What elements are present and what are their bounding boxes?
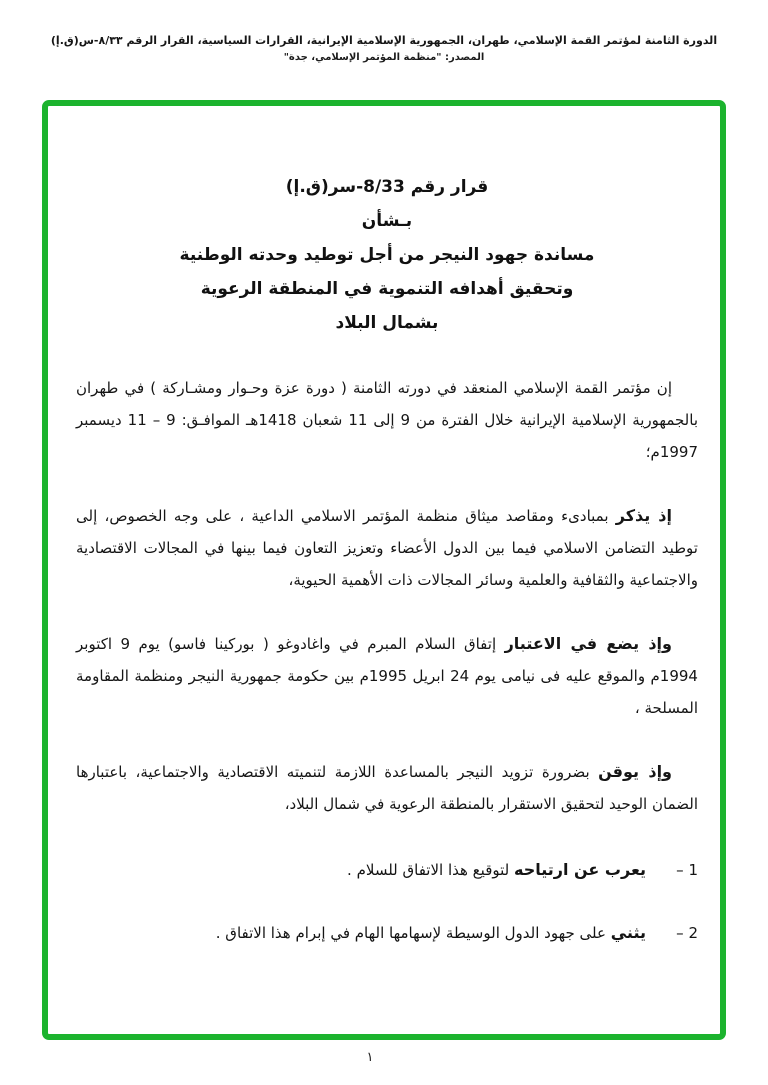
green-frame [42,100,726,1040]
paragraph-lead: وإذ يضع في الاعتبار [504,634,672,653]
paragraph-lead: وإذ يوقن [598,762,672,781]
title-line-subject-2: وتحقيق أهدافه التنموية في المنطقة الرعوية [200,279,574,299]
paragraph-text: بضرورة تزويد النيجر بالمساعدة اللازمة لتنميته الاقتصادية والاجتماعية، باعتبارها الضمان الوحيد لتحقيق الاستقرار بالمنطقة الرعوية في شمال البلاد، [76,763,698,813]
page-number: ١ [366,1050,374,1065]
header-citation: الدورة الثامنة لمؤتمر القمة الإسلامي، طهران، الجمهورية الإسلامية الإيرانية، القرارات السياسية، القرار الرقم ٨/٣٣-س(ق.إ) [50,34,718,47]
paragraph-lead: إذ يذكر [615,506,672,525]
item-number: 1 – [676,861,698,879]
item-lead: يعرب عن ارتياحه [513,860,646,879]
preamble-paragraph-3 [76,628,698,724]
item-text [216,917,646,949]
preamble-paragraph-2 [76,500,698,596]
paragraph-text: بمبادىء ومقاصد ميثاق منظمة المؤتمر الاسلامي الداعية ، على وجه الخصوص، إلى توطيد التضامن الاسلامي فيما بين الدول الأعضاء وتعزيز التعاون فيما بينها في المجالات الاقتصادية والاجتماعية والثقافية والعلمية وسائر المجالات ذات الأهمية الحيوية، [76,507,698,589]
item-lead: يثني [610,923,646,942]
header-source: المصدر: "منظمة المؤتمر الإسلامي، جدة" [283,52,485,63]
resolution-items [76,854,698,949]
title-line-number: قرار رقم 8/33-سر(ق.إ) [285,177,489,197]
title-line-regarding: بـشأن [361,211,413,231]
item-body: على جهود الدول الوسيطة لإسهامها الهام في إبرام هذا الاتفاق . [215,924,611,942]
preamble-paragraph-4 [76,756,698,820]
title-line-subject-3: بشمال البلاد [335,313,439,333]
preamble-paragraph-1 [76,372,698,468]
resolution-item-2 [76,917,698,949]
resolution-item-1 [76,854,698,886]
paragraph-text: إتفاق السلام المبرم في واغادوغو ( بوركينا فاسو) يوم 9 اكتوبر 1994م والموقع عليه فى نيامى يوم 24 ابريل 1995م بين حكومة جمهورية النيجر ومنظمة المقاومة المسلحة ، [76,635,698,717]
document-header [0,34,768,63]
item-text [347,854,646,886]
resolution-title [76,170,698,340]
item-number: 2 – [676,924,698,942]
item-body: لتوقيع هذا الاتفاق للسلام . [347,861,514,879]
paragraph-text: إن مؤتمر القمة الإسلامي المنعقد في دورته الثامنة ( دورة عزة وحـوار ومشـاركة ) في طهران بالجمهورية الإسلامية الإيرانية خلال الفترة من 9 إلى 11 شعبان 1418هـ الموافـق: 9 – 11 ديسمبر 1997م؛ [76,379,698,461]
title-line-subject-1: مساندة جهود النيجر من أجل توطيد وحدته الوطنية [179,245,595,265]
